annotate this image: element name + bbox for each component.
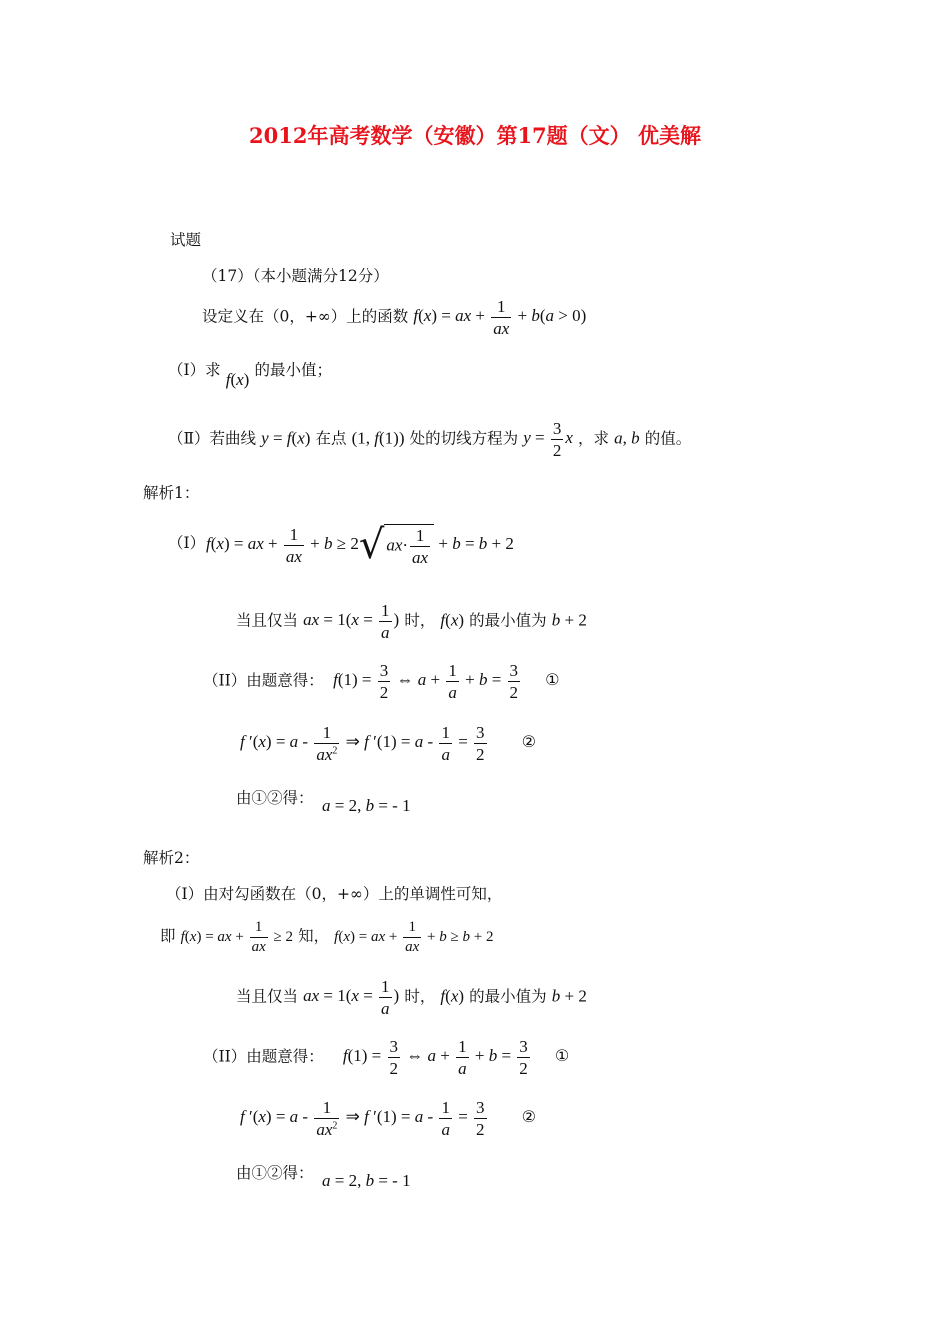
problem-setup-text: 设定义在（0，+∞）上的函数 xyxy=(202,307,409,326)
problem-part2-line xyxy=(168,420,691,459)
solution2-equality-line xyxy=(236,978,587,1017)
solution2-part2-line xyxy=(203,1038,569,1077)
s1-eq1: f(1) = $\frac{3}{2}$ ⇔ a + $\frac{1}{a}$ + b = $\frac{3}{2}$ xyxy=(333,661,519,702)
problem-heading: 试题 xyxy=(170,231,202,249)
part2-ab: a, b xyxy=(614,428,640,448)
s2-eq-text: 当且仅当 xyxy=(236,987,299,1006)
s1-part2-label: （II）由题意得： xyxy=(203,671,324,690)
problem-part1-line xyxy=(168,358,332,389)
s1-min-text: 的最小值为 xyxy=(469,611,547,630)
part2-mid: 在点 xyxy=(315,429,347,448)
part2-point: (1, f(1)) xyxy=(351,428,405,448)
part2-prefix: （Ⅱ）若曲线 xyxy=(168,429,257,448)
solution2-conclude: 由①②得： xyxy=(236,1164,314,1182)
problem-header: （17）（本小题满分12分） xyxy=(202,267,389,285)
problem-function-formula: f(x) = ax + $\frac{1}{ax}$ + b(a > 0) xyxy=(413,297,587,338)
s1-mark-two: ② xyxy=(521,732,536,752)
solution1-amgm-formula: f(x) = ax + $\frac{1}{ax}$ + b ≥ 2√ ax· $\frac{1}{ax}$ + b = b + 2 xyxy=(206,522,514,568)
s2-mark-one: ① xyxy=(554,1046,570,1066)
s1-min-value: b + 2 xyxy=(551,610,587,630)
solution1-part2-line xyxy=(203,662,559,701)
solution1-heading: 解析1： xyxy=(143,484,200,502)
solution1-derivative-line xyxy=(240,724,536,763)
solution2-heading: 解析2： xyxy=(143,849,200,867)
s2-ji: 即 xyxy=(160,926,176,945)
part2-end: 的值。 xyxy=(644,429,692,448)
s1-mark-one: ① xyxy=(545,670,560,690)
part2-mid2: 处的切线方程为 xyxy=(409,429,519,448)
s2-eq-condition: ax = 1(x = $\frac{1}{a}$ ) xyxy=(303,977,400,1018)
s2-min-text: 的最小值为 xyxy=(469,987,547,1006)
s2-eq-when: 时， xyxy=(404,987,436,1006)
s1-eq-when: 时， xyxy=(404,611,436,630)
solution1-conclude: 由①②得： xyxy=(236,789,314,807)
s2-eq2: f ′(x) = a - $\frac{1}{ax^2}$ ⇒ f ′(1) = a - $\frac{1}{a}$ = $\frac{3}{2}$ xyxy=(240,1098,485,1139)
solution2-derivative-line xyxy=(240,1099,536,1138)
part1-fx: f(x) xyxy=(225,370,250,389)
solution1-equality-line xyxy=(236,602,587,641)
s1-eq-text: 当且仅当 xyxy=(236,611,299,630)
problem-setup-line xyxy=(202,298,586,337)
s2-mark-two: ② xyxy=(521,1107,536,1127)
part1-prefix: （Ⅰ）求 xyxy=(168,361,221,379)
part1-suffix: 的最小值； xyxy=(254,361,332,379)
s1-fx: f(x) xyxy=(440,610,465,630)
part2-curve: y = f(x) xyxy=(261,428,311,448)
solution1-part1-label: （I） xyxy=(168,534,206,552)
s2-eq1: f(1) = $\frac{3}{2}$ ⇔ a + $\frac{1}{a}$ + b = $\frac{3}{2}$ xyxy=(342,1037,528,1078)
s2-ineq2: f(x) = ax + $\frac{1}{ax}$ + b ≥ b + 2 xyxy=(334,919,494,955)
s2-part2-label: （II）由题意得： xyxy=(203,1047,324,1066)
part2-suffix: ，求 xyxy=(577,429,609,448)
s2-min-value: b + 2 xyxy=(551,986,587,1006)
solution1-answer: a = 2, b = - 1 xyxy=(322,796,411,815)
s2-ineq1: f(x) = ax + $\frac{1}{ax}$ ≥ 2 xyxy=(180,919,293,955)
solution2-intro: （I）由对勾函数在（0，+∞）上的单调性可知， xyxy=(166,885,503,903)
page-title: 2012年高考数学（安徽）第17题（文） 优美解 xyxy=(249,123,701,148)
part2-tangent: y = $\frac{3}{2}$ x xyxy=(523,419,573,460)
solution2-answer: a = 2, b = - 1 xyxy=(322,1171,411,1190)
s2-zhi: 知， xyxy=(298,926,330,945)
s2-fx: f(x) xyxy=(440,986,465,1006)
s1-eq-condition: ax = 1(x = $\frac{1}{a}$ ) xyxy=(303,601,400,642)
solution2-ji-line xyxy=(160,920,493,955)
s1-eq2: f ′(x) = a - $\frac{1}{ax^2}$ ⇒ f ′(1) = a - $\frac{1}{a}$ = $\frac{3}{2}$ xyxy=(240,723,485,764)
